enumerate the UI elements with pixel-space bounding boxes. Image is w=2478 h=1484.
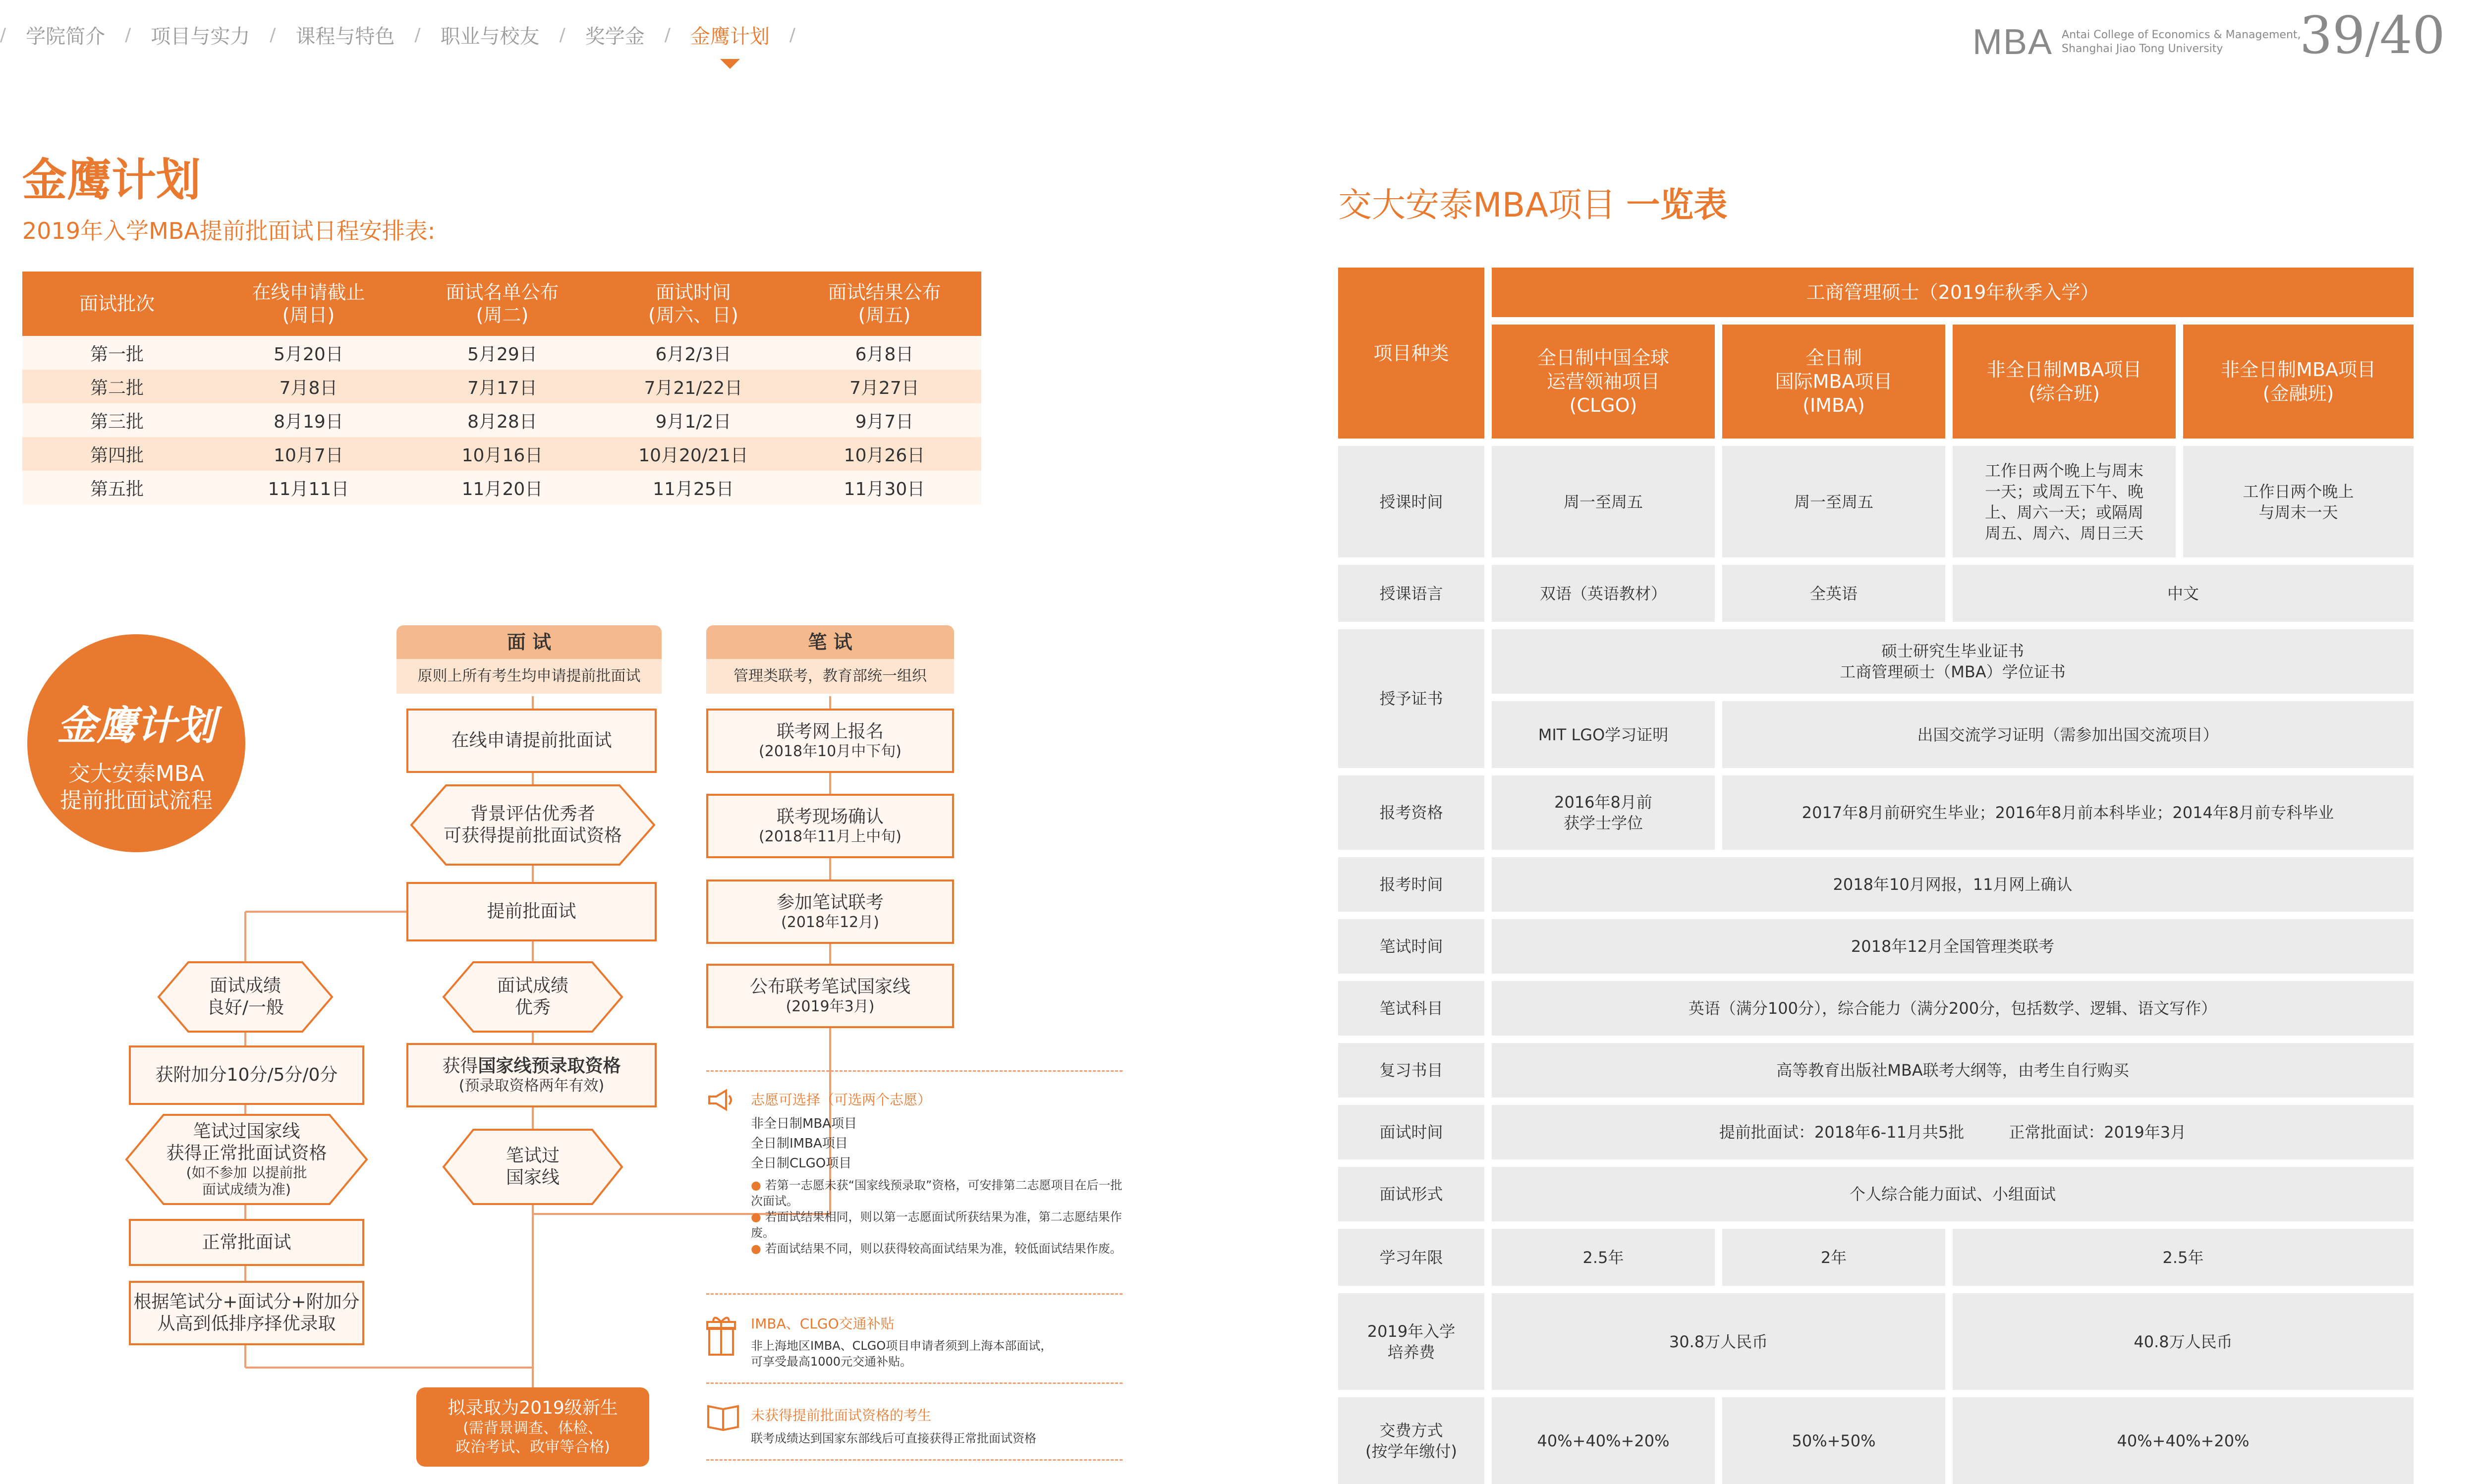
table-cell: 个人综合能力面试、小组面试 [1492,1167,2414,1221]
page-indicator [2300,5,2445,65]
schedule-header: 在线申请截止 (周日) [212,272,405,336]
gift-icon [706,1313,736,1358]
row-label-fee: 2019年入学 培养费 [1338,1293,1484,1390]
table-cell: 10月20/21日 [599,437,788,471]
table-cell: 全英语 [1722,565,1945,622]
early-interview-step: 提前批面试 [406,882,657,941]
table-cell: 2018年10月网报，11月网上确认 [1492,857,2414,912]
note-title: IMBA、CLGO交通补贴 [751,1316,895,1332]
background-eval-step: 背景评估优秀者 可获得提前批面试资格 [443,804,622,846]
note-bullet: ● 若面试结果不同，则以获得较高面试结果为准，较低面试结果作废。 [751,1242,1122,1256]
table-cell: 6月2/3日 [599,336,788,370]
brand-mba: MBA [1972,22,2053,62]
nav-separator: / [0,24,6,45]
table-cell: 7月8日 [212,370,405,403]
notes-divider [706,1070,1123,1072]
table-cell: 2017年8月前研究生毕业；2016年8月前本科毕业；2014年8月前专科毕业 [1722,775,2414,850]
schedule-header: 面试结果公布 (周五) [788,272,981,336]
nav-separator: / [270,24,276,45]
pass-line-left-step: 笔试过国家线 获得正常批面试资格 (如不参加 以提前批 面试成绩为准) [166,1121,327,1198]
type-label-cell: 项目种类 [1338,268,1484,439]
brand-school-line1: Antai College of Economics & Management, [2062,29,2301,41]
row-label-interview-time: 面试时间 [1338,1105,1484,1159]
table-cell: 5月20日 [212,336,405,370]
note-bullet: ● 若面试结果相同，则以第一志愿面试所获结果为准，第二志愿结果作废。 [751,1210,1122,1240]
schedule-subtitle: 2019年入学MBA提前批面试日程安排表: [22,218,436,244]
note-line: 可享受最高1000元交通补贴。 [751,1355,912,1369]
megaphone-icon [706,1088,736,1112]
schedule-header: 面试时间 (周六、日) [599,272,788,336]
brand-logo [1972,15,2301,69]
table-cell: 6月8日 [788,336,981,370]
notes-divider [706,1459,1123,1461]
table-cell: 工作日两个晚上 与周末一天 [2183,446,2414,557]
table-cell: 提前批面试：2018年6-11月共5批 正常批面试：2019年3月 [1492,1105,2414,1159]
table-cell: 5月29日 [405,336,599,370]
table-cell: 9月7日 [788,403,981,437]
schedule-header: 面试批次 [22,272,212,336]
row-label-registration: 报考时间 [1338,857,1484,912]
row-label-certificate: 授予证书 [1338,629,1484,768]
table-cell: 高等教育出版社MBA联考大纲等，由考生自行购买 [1492,1043,2414,1098]
nav-separator: / [664,24,671,45]
program-header-comprehensive: 非全日制MBA项目 (综合班) [1953,325,2176,439]
note-line: 非上海地区IMBA、CLGO项目申请者须到上海本部面试， [751,1339,1053,1353]
table-cell: 10月7日 [212,437,405,471]
note-title: 志愿可选择（可选两个志愿） [751,1092,932,1108]
nav-item-career[interactable]: 职业与校友 [440,25,540,48]
schedule-header: 面试名单公布 (周二) [405,272,599,336]
table-cell: 出国交流学习证明（需参加出国交流项目） [1722,701,2414,768]
normal-interview-step: 正常批面试 [129,1219,364,1266]
page-slash: / [2365,14,2380,63]
note-title: 未获得提前批面试资格的考生 [751,1407,932,1424]
program-header-clgo: 全日制中国全球 运营领袖项目 (CLGO) [1492,325,1715,439]
nav-item-scholarship[interactable]: 奖学金 [585,25,645,48]
note-volunteer [751,1089,1127,1257]
national-line-step: 公布联考笔试国家线 (2019年3月) [706,964,954,1028]
table-cell: 周一至周五 [1492,446,1715,557]
table-cell: 7月17日 [405,370,599,403]
table-cell: 2016年8月前 获学士学位 [1492,775,1715,850]
overview-title: 交大安泰MBA项目 一览表 [1338,186,1728,225]
nav-item-intro[interactable]: 学院简介 [26,25,106,48]
badge-line1: 交大安泰MBA [68,761,205,786]
interview-header: 面 试 [396,625,662,659]
table-cell: 8月28日 [405,403,599,437]
row-label-duration: 学习年限 [1338,1229,1484,1286]
table-cell: 周一至周五 [1722,446,1945,557]
row-label-review-books: 复习书目 [1338,1043,1484,1098]
notes-divider [706,1382,1123,1384]
brand-school [2062,28,2301,56]
interview-subheader: 原则上所有考生均申请提前批面试 [396,659,662,694]
written-subheader: 管理类联考，教育部统一组织 [706,659,954,694]
nav-item-curriculum[interactable]: 课程与特色 [295,25,395,48]
table-cell: MIT LGO学习证明 [1492,701,1715,768]
row-label-language: 授课语言 [1338,565,1484,622]
table-cell: 7月21/22日 [599,370,788,403]
apply-online-step: 在线申请提前批面试 [406,709,657,773]
note-bullet: ● 若第一志愿未获“国家线预录取”资格，可安排第二志愿项目在后一批次面试。 [751,1178,1123,1208]
table-cell: 硕士研究生毕业证书 工商管理硕士（MBA）学位证书 [1492,629,2414,694]
table-cell: 40%+40%+20% [1492,1397,1715,1484]
pass-line-mid-step: 笔试过 国家线 [506,1146,560,1188]
table-cell: 2.5年 [1953,1229,2414,1286]
table-cell: 第三批 [22,403,212,437]
table-cell: 7月27日 [788,370,981,403]
program-header-finance: 非全日制MBA项目 (金融班) [2183,325,2414,439]
badge-script: 金鹰计划 [57,702,216,749]
row-label-class-time: 授课时间 [1338,446,1484,557]
program-header-imba: 全日制 国际MBA项目 (IMBA) [1722,325,1945,439]
note-no-early [751,1405,1127,1446]
row-label-exam-time: 笔试时间 [1338,919,1484,974]
prelim-admission-step: 获得国家线预录取资格 (预录取资格两年有效) [406,1043,657,1107]
page-total: 40 [2379,5,2445,65]
nav-item-programs[interactable]: 项目与实力 [151,25,250,48]
written-register-step: 联考网上报名 (2018年10月中下旬) [706,709,954,773]
nav-separator: / [789,24,795,45]
table-cell: 40.8万人民币 [1953,1293,2414,1390]
score-good-step: 面试成绩 良好/一般 [206,976,284,1018]
table-cell: 第一批 [22,336,212,370]
table-cell: 10月26日 [788,437,981,471]
table-cell: 2年 [1722,1229,1945,1286]
final-admission-step: 拟录取为2019级新生 (需背景调查、体检、 政治考试、政审等合格) [416,1387,649,1467]
table-cell: 第二批 [22,370,212,403]
nav-item-label: 金鹰计划 [690,25,770,48]
note-transport [751,1313,1127,1370]
table-cell: 11月20日 [405,471,599,504]
table-cell: 英语（满分100分），综合能力（满分200分，包括数学、逻辑、语文写作） [1492,981,2414,1036]
note-line: 非全日制MBA项目 [751,1116,857,1131]
book-icon [706,1402,741,1432]
written-confirm-step: 联考现场确认 (2018年11月上中旬) [706,794,954,858]
table-cell: 第五批 [22,471,212,504]
table-cell: 9月1/2日 [599,403,788,437]
bonus-step: 获附加分10分/5分/0分 [129,1045,364,1105]
badge-line2: 提前批面试流程 [60,788,213,813]
note-line: 全日制IMBA项目 [751,1136,848,1151]
table-cell: 10月16日 [405,437,599,471]
row-label-exam-subjects: 笔试科目 [1338,981,1484,1036]
ranking-step: 根据笔试分+面试分+附加分 从高到低排序择优录取 [129,1281,364,1345]
row-label-eligibility: 报考资格 [1338,775,1484,850]
table-cell: 11月11日 [212,471,405,504]
nav-separator: / [559,24,565,45]
brand-school-line2: Shanghai Jiao Tong University [2062,43,2223,55]
table-cell: 中文 [1953,565,2414,622]
row-label-interview-format: 面试形式 [1338,1167,1484,1221]
written-exam-step: 参加笔试联考 (2018年12月) [706,879,954,944]
table-cell: 工作日两个晚上与周末 一天；或周五下午、晚 上、周六一天；或隔周 周五、周六、周日三天 [1953,446,2176,557]
table-cell: 2.5年 [1492,1229,1715,1286]
table-cell: 2018年12月全国管理类联考 [1492,919,2414,974]
table-cell: 第四批 [22,437,212,471]
note-line: 联考成绩达到国家东部线后可直接获得正常批面试资格 [751,1431,1036,1445]
top-header-cell: 工商管理硕士（2019年秋季入学） [1492,268,2414,317]
table-cell: 双语（英语教材） [1492,565,1715,622]
row-label-payment: 交费方式 (按学年缴付) [1338,1397,1484,1484]
nav-separator: / [125,24,131,45]
note-line: 全日制CLGO项目 [751,1156,852,1171]
table-cell: 40%+40%+20% [1953,1397,2414,1484]
table-cell: 11月25日 [599,471,788,504]
table-cell: 50%+50% [1722,1397,1945,1484]
table-cell: 11月30日 [788,471,981,504]
page-current: 39 [2300,5,2365,65]
table-cell: 30.8万人民币 [1492,1293,1945,1390]
written-header: 笔 试 [706,625,954,659]
table-cell: 8月19日 [212,403,405,437]
page-title: 金鹰计划 [22,154,201,206]
nav-separator: / [414,24,421,45]
score-excellent-step: 面试成绩 优秀 [497,976,568,1018]
notes-divider [706,1293,1123,1295]
